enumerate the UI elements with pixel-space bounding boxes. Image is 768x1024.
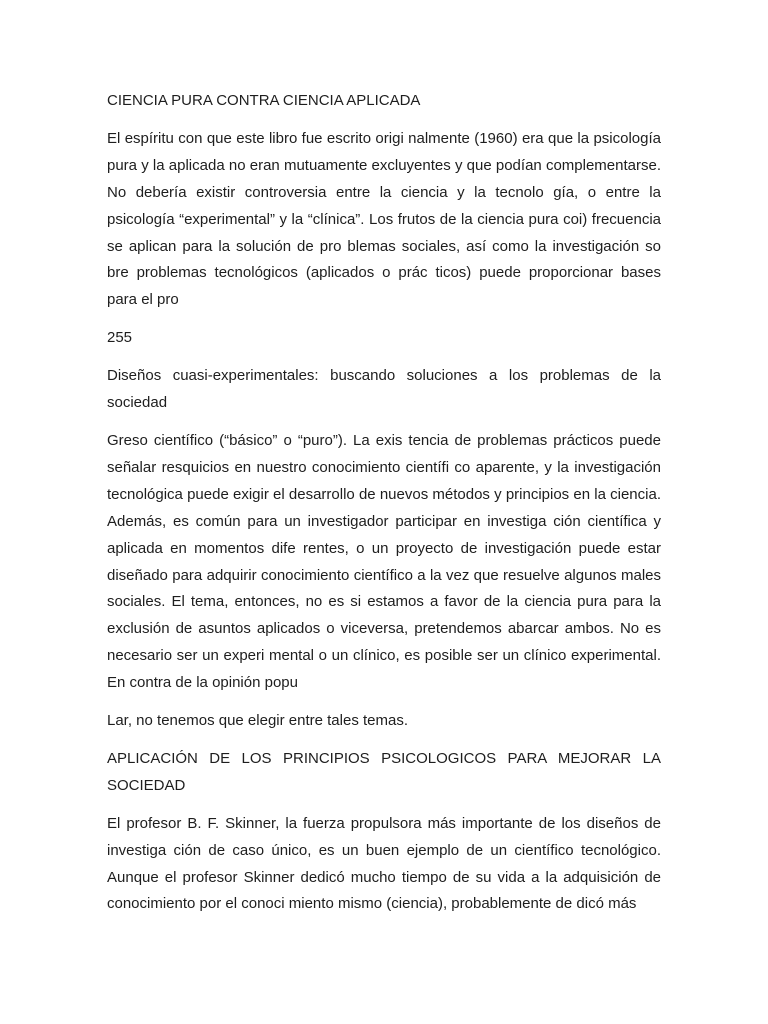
body-paragraph: El espíritu con que este libro fue escrito origi nalmente (1960) era que la psicología pura y la aplicada no eran mutuamente excluyentes y que podían complementarse. No debería existir controversia entre la ciencia y la tecnolo gía, o entre la psicología “experimental” y la “clínica”. Los frutos de la ciencia pura coi) frecuencia se aplican para la solución de pro blemas sociales, así como la investigación so bre problemas tecnológicos (aplicados o prác ticos) puede proporcionar bases para el pro [107,129,661,309]
body-paragraph: Greso científico (“básico” o “puro”). La exis tencia de problemas prácticos puede señalar resquicios en nuestro conocimiento científi co aparente, y la investigación tecnológica puede exigir el desarrollo de nuevos métodos y principios en la ciencia. Además, es común para un investigador participar en investiga ción científica y aplicada en momentos dife rentes, o un proyecto de investigación puede estar diseñado para adquirir conocimiento científico a la vez que resuelve algunos males sociales. El tema, entonces, no es si estamos a favor de la ciencia pura para la exclusión de asuntos aplicados o viceversa, pretendemos abarcar ambos. No es necesario ser un experi mental o un clínico, es posible ser un clínico experimental. En contra de la opinión popu [107,431,661,692]
body-paragraph: Lar, no tenemos que elegir entre tales temas. [107,712,409,730]
section-heading-applying-principles: APLICACIÓN DE LOS PRINCIPIOS PSICOLOGICOS PARA MEJORAR LA SOCIEDAD [107,749,661,794]
page-number: 255 [107,329,133,347]
document-body [107,88,661,929]
body-paragraph: El profesor B. F. Skinner, la fuerza propulsora más importante de los diseños de investiga ción de caso único, es un buen ejemplo de un científico tecnológico. Aunque el profesor Skinner dedicó mucho tiempo de su vida a la adquisición de conocimiento por el conoci miento mismo (ciencia), probablemente de dicó más [107,814,661,913]
running-title: Diseños cuasi-experimentales: buscando soluciones a los problemas de la sociedad [107,367,661,412]
section-heading-pure-vs-applied: CIENCIA PURA CONTRA CIENCIA APLICADA [107,92,421,109]
